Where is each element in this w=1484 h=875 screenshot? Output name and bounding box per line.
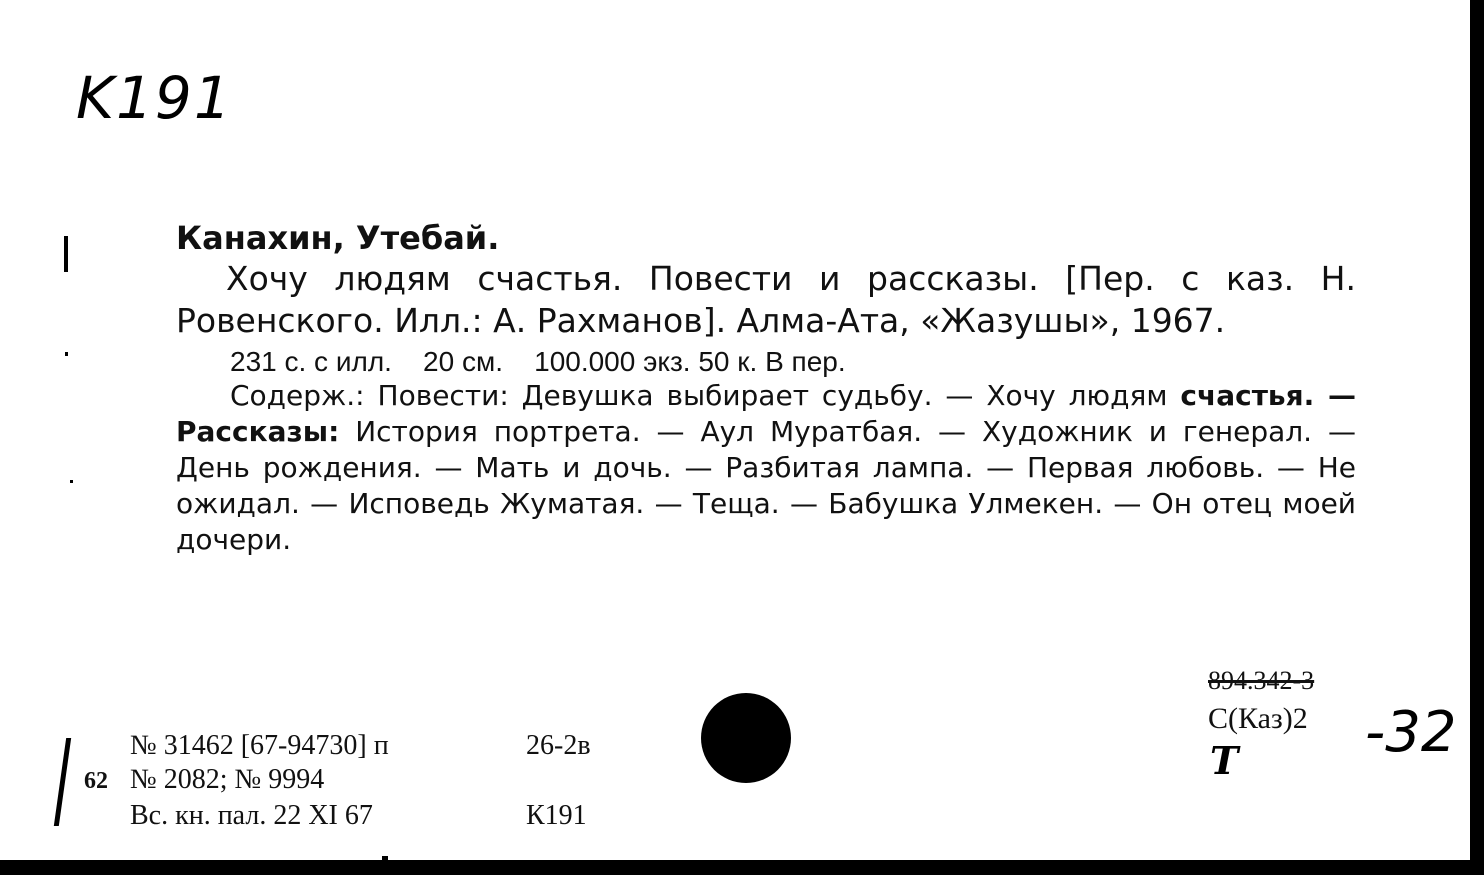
footer-count: 62 — [84, 768, 108, 794]
footer-numbers: № 2082; № 9994 — [130, 764, 325, 795]
classification-block — [1208, 666, 1314, 736]
card-main-text — [176, 218, 1356, 558]
margin-mark — [64, 236, 68, 272]
physical-description: 231 с. с илл. 20 см. 100.000 экз. 50 к. В пер. — [230, 346, 846, 377]
struck-classification: 894.342-3 — [1208, 666, 1315, 695]
title-and-imprint: Хочу людям счастья. Повести и рассказы. [Пер. с каз. Н. Ровенского. Илл.: А. Рахманов]. Алма-Ата, «Жазушы», 1967. — [176, 259, 1356, 340]
footer-record-number: № 31462 [67-94730] п — [130, 730, 389, 761]
contents-rest: История портрета. — Аул Муратбая. — Художник и генерал. — День рождения. — Мать и дочь. — Разбитая лампа. — Первая любовь. — Не ожидал. — Исповедь Жуматая. — Теща. — Бабушка Улмекен. — Он отец моей дочери. — [176, 415, 1356, 556]
contents-prefix: Содерж.: Повести: Девушка выбирает судьбу. — Хочу людям — [230, 379, 1181, 412]
shelf-letter: Т — [1210, 738, 1239, 783]
bottom-mark — [382, 856, 388, 860]
footer-chamber-date: Вс. кн. пал. 22 XI 67 — [130, 800, 373, 831]
classification-code: С(Каз)2 — [1208, 702, 1308, 735]
footer-shelf-code: К191 — [526, 800, 587, 831]
margin-mark — [70, 480, 73, 483]
margin-mark — [65, 352, 68, 356]
handwritten-call-number: K191 — [76, 64, 233, 132]
footer-code: 26-2в — [526, 730, 591, 761]
left-margin-stroke — [54, 738, 71, 826]
handwritten-number: -32 — [1365, 700, 1457, 765]
punch-hole — [701, 693, 791, 783]
contents-note — [176, 378, 1356, 558]
author-heading: Канахин, Утебай. — [176, 219, 500, 257]
contents-bold-fragment: счастья. — Рассказы: — [176, 379, 1356, 448]
